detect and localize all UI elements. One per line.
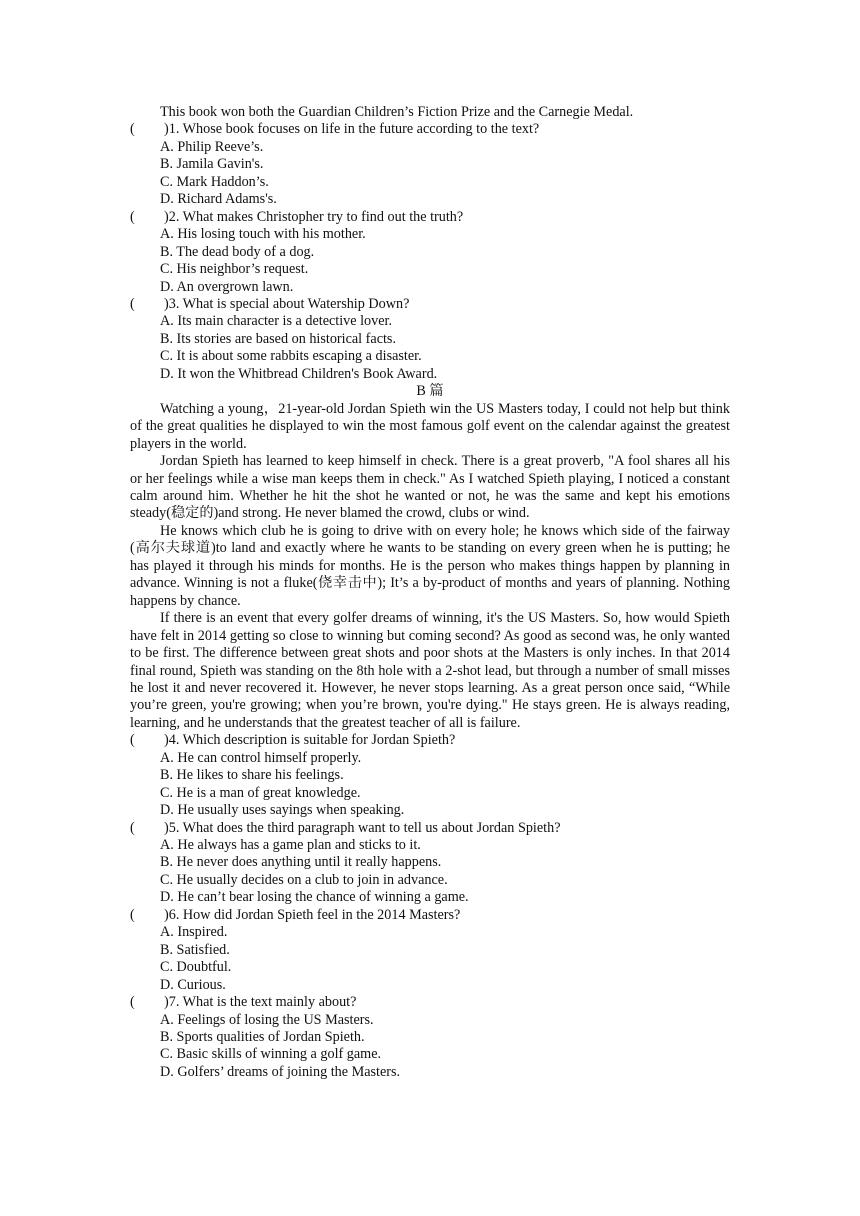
option-c: C. Doubtful. — [160, 959, 232, 976]
option-c: C. He usually decides on a club to join in advance. — [160, 871, 448, 888]
question-stem: )6. How did Jordan Spieth feel in the 2014 Masters? — [164, 906, 461, 923]
answer-blank: ( — [130, 121, 135, 138]
option-d: D. An overgrown lawn. — [160, 278, 294, 295]
option-d: D. Curious. — [160, 976, 226, 993]
passage-paragraph: Jordan Spieth has learned to keep himself in check. There is a great proverb, "A fool shares all his or her feelings while a wise man keeps them in check." As I watched Spieth playing, I noticed a constant calm around him. Whether he hit the shot he wanted or not, he was the same and kept his emotions steady(稳定的)and strong. He never blamed the crowd, clubs or wind. — [130, 453, 730, 522]
answer-blank: ( — [130, 732, 135, 749]
question-7 — [130, 994, 730, 1081]
option-d: D. Golfers’ dreams of joining the Masters. — [160, 1063, 401, 1080]
option-b: B. Sports qualities of Jordan Spieth. — [160, 1029, 365, 1046]
passage-paragraph: Watching a young，21-year-old Jordan Spieth win the US Masters today, I could not help but think of the great qualities he displayed to win the most famous golf event on the calendar against the greatest players in the world. — [130, 400, 730, 452]
answer-blank: ( — [130, 295, 135, 312]
option-a: A. Philip Reeve’s. — [160, 138, 264, 155]
passage-paragraph: He knows which club he is going to drive with on every hole; he knows which side of the fairway (高尔夫球道)to land and exactly where he wants to be standing on every green when he is putting; he has played it through his minds for months. He is the person who makes things happen by planning in advance. Winning is not a fluke(侥幸击中); It’s a by-product of months and years of planning. Nothing happens by chance. — [130, 522, 730, 609]
answer-blank: ( — [130, 906, 135, 923]
option-d: D. He usually uses sayings when speaking. — [160, 802, 405, 819]
option-b: B. The dead body of a dog. — [160, 243, 315, 260]
passage-paragraph: If there is an event that every golfer dreams of winning, it's the US Masters. So, how would Spieth have felt in 2014 getting so close to winning but coming second? As good as second was, he only wanted to be first. The difference between great shots and poor shots at the Masters is only inches. In that 2014 final round, Spieth was standing on the 8th hole with a 2-shot lead, but through a number of small misses he lost it and never recovered it. However, he never stops learning. As a great person once said, “While you’re green, you're growing; when you’re brown, you're dying." He stays green. He is always reading, learning, and he understands that the greatest teacher of all is failure. — [130, 610, 730, 731]
answer-blank: ( — [130, 819, 135, 836]
section-title: B 篇 — [416, 383, 444, 400]
question-stem: )7. What is the text mainly about? — [164, 994, 357, 1011]
document-content — [130, 104, 730, 1081]
question-stem: )4. Which description is suitable for Jordan Spieth? — [164, 732, 456, 749]
option-c: C. Basic skills of winning a golf game. — [160, 1046, 382, 1063]
question-stem: )2. What makes Christopher try to find out the truth? — [164, 208, 464, 225]
question-1 — [130, 121, 730, 208]
option-b: B. Jamila Gavin's. — [160, 156, 264, 173]
option-a: A. Inspired. — [160, 924, 228, 941]
option-c: C. His neighbor’s request. — [160, 261, 309, 278]
question-5 — [130, 820, 730, 907]
option-d: D. It won the Whitbread Children's Book Award. — [160, 365, 438, 382]
option-c: C. It is about some rabbits escaping a disaster. — [160, 348, 422, 365]
option-c: C. He is a man of great knowledge. — [160, 784, 361, 801]
option-a: A. He always has a game plan and sticks to it. — [160, 837, 421, 854]
question-stem: )1. Whose book focuses on life in the future according to the text? — [164, 121, 540, 138]
option-c: C. Mark Haddon’s. — [160, 173, 269, 190]
intro-line: This book won both the Guardian Children’s Fiction Prize and the Carnegie Medal. — [160, 104, 634, 120]
option-a: A. His losing touch with his mother. — [160, 226, 366, 243]
question-stem: )3. What is special about Watership Down? — [164, 295, 410, 312]
answer-blank: ( — [130, 994, 135, 1011]
option-b: B. He never does anything until it really happens. — [160, 854, 442, 871]
option-a: A. Feelings of losing the US Masters. — [160, 1011, 374, 1028]
question-6 — [130, 907, 730, 994]
question-4 — [130, 732, 730, 819]
option-b: B. Satisfied. — [160, 941, 230, 958]
option-a: A. Its main character is a detective lover. — [160, 313, 393, 330]
question-2 — [130, 209, 730, 296]
question-3 — [130, 296, 730, 383]
option-b: B. Its stories are based on historical facts. — [160, 330, 396, 347]
answer-blank: ( — [130, 208, 135, 225]
option-d: D. He can’t bear losing the chance of winning a game. — [160, 889, 469, 906]
question-stem: )5. What does the third paragraph want to tell us about Jordan Spieth? — [164, 819, 561, 836]
option-a: A. He can control himself properly. — [160, 749, 362, 766]
option-d: D. Richard Adams's. — [160, 191, 277, 208]
option-b: B. He likes to share his feelings. — [160, 767, 344, 784]
